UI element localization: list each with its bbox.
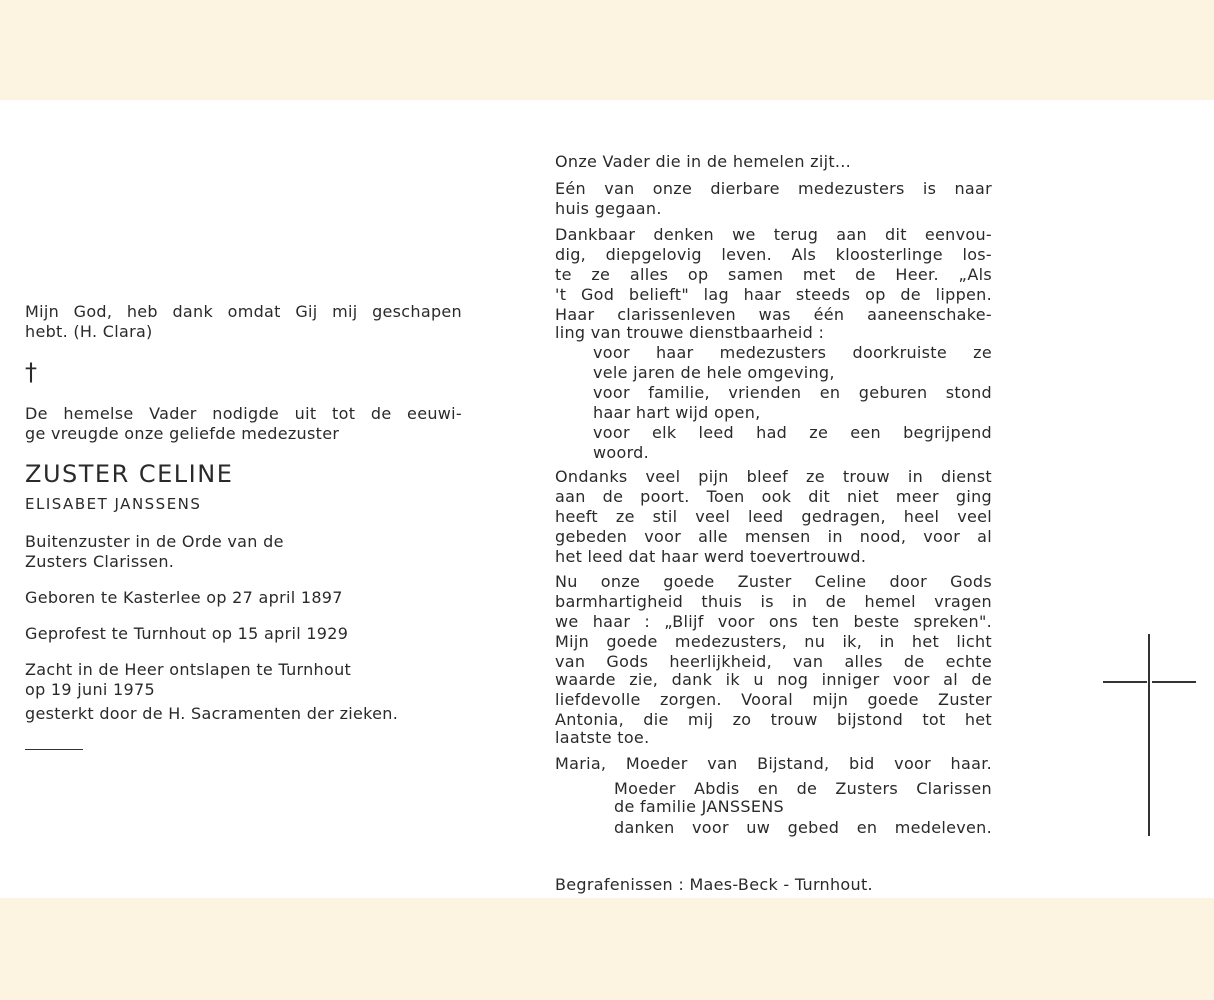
prayer-line: Moeder Abdis en de Zusters Clarissen bbox=[614, 779, 992, 798]
prayer-line: Mijn goede medezusters, nu ik, in het licht bbox=[555, 632, 992, 651]
profession-date: Geprofest te Turnhout op 15 april 1929 bbox=[25, 624, 349, 643]
prayer-line: voor elk leed had ze een begrijpend bbox=[593, 423, 992, 442]
quote-line-1: Mijn God, heb dank omdat Gij mij geschapen bbox=[25, 302, 462, 321]
birth-date: Geboren te Kasterlee op 27 april 1897 bbox=[25, 588, 343, 607]
prayer-line: aan de poort. Toen ook dit niet meer ging bbox=[555, 487, 992, 506]
prayer-line: voor haar medezusters doorkruiste ze bbox=[593, 343, 992, 362]
prayer-line: laatste toe. bbox=[555, 728, 650, 747]
prayer-line: vele jaren de hele omgeving, bbox=[593, 363, 835, 382]
cross-arm-left bbox=[1103, 681, 1147, 683]
prayer-line: waarde zie, dank ik u nog inniger voor al de bbox=[555, 670, 992, 689]
prayer-line: gebeden voor alle mensen in nood, voor al bbox=[555, 527, 992, 546]
cross-arm-right bbox=[1152, 681, 1196, 683]
prayer-line: te ze alles op samen met de Heer. „Als bbox=[555, 265, 992, 284]
prayer-line: liefdevolle zorgen. Vooral mijn goede Zuster bbox=[555, 690, 992, 709]
prayer-line: huis gegaan. bbox=[555, 199, 662, 218]
dagger-symbol: † bbox=[25, 358, 38, 386]
prayer-line: de familie JANSSENS bbox=[614, 797, 784, 816]
deceased-name: ZUSTER CELINE bbox=[25, 460, 234, 488]
undertaker-line: Begrafenissen : Maes-Beck - Turnhout. bbox=[555, 875, 873, 894]
death-line-1: Zacht in de Heer ontslapen te Turnhout bbox=[25, 660, 352, 679]
prayer-line: Antonia, die mij zo trouw bijstond tot het bbox=[555, 710, 992, 729]
role-line-2: Zusters Clarissen. bbox=[25, 552, 175, 571]
birth-name: ELISABET JANSSENS bbox=[25, 495, 202, 513]
short-divider bbox=[25, 749, 83, 750]
prayer-line: ling van trouwe dienstbaarheid : bbox=[555, 323, 825, 342]
role-line-1: Buitenzuster in de Orde van de bbox=[25, 532, 284, 551]
prayer-line: woord. bbox=[593, 443, 650, 462]
prayer-line: Haar clarissenleven was één aaneenschake- bbox=[555, 305, 992, 324]
prayer-line: Dankbaar denken we terug aan dit eenvou- bbox=[555, 225, 992, 244]
prayer-line: barmhartigheid thuis is in de hemel vragen bbox=[555, 592, 992, 611]
prayer-line: heeft ze stil veel leed gedragen, heel veel bbox=[555, 507, 992, 526]
prayer-line: voor familie, vrienden en geburen stond bbox=[593, 383, 992, 402]
prayer-line: het leed dat haar werd toevertrouwd. bbox=[555, 547, 867, 566]
prayer-line: danken voor uw gebed en medeleven. bbox=[614, 818, 992, 837]
death-line-2: op 19 juni 1975 bbox=[25, 680, 155, 699]
death-line-3: gesterkt door de H. Sacramenten der zieken. bbox=[25, 704, 399, 723]
prayer-line: Eén van onze dierbare medezusters is naar bbox=[555, 179, 992, 198]
prayer-line: Nu onze goede Zuster Celine door Gods bbox=[555, 572, 992, 591]
intro-line-1: De hemelse Vader nodigde uit tot de eeuwi- bbox=[25, 404, 462, 423]
prayer-line: van Gods heerlijkheid, van alles de echte bbox=[555, 652, 992, 671]
cross-vertical bbox=[1148, 634, 1150, 836]
intro-line-2: ge vreugde onze geliefde medezuster bbox=[25, 424, 340, 443]
prayer-line: Onze Vader die in de hemelen zijt... bbox=[555, 152, 852, 171]
prayer-line: dig, diepgelovig leven. Als kloosterlinge los- bbox=[555, 245, 992, 264]
prayer-line: haar hart wijd open, bbox=[593, 403, 761, 422]
quote-line-2: hebt. (H. Clara) bbox=[25, 322, 153, 341]
prayer-line: we haar : „Blijf voor ons ten beste spreken". bbox=[555, 612, 992, 631]
prayer-line: 't God belieft" lag haar steeds op de lippen. bbox=[555, 285, 992, 304]
prayer-line: Ondanks veel pijn bleef ze trouw in dienst bbox=[555, 467, 992, 486]
prayer-line: Maria, Moeder van Bijstand, bid voor haar. bbox=[555, 754, 992, 773]
